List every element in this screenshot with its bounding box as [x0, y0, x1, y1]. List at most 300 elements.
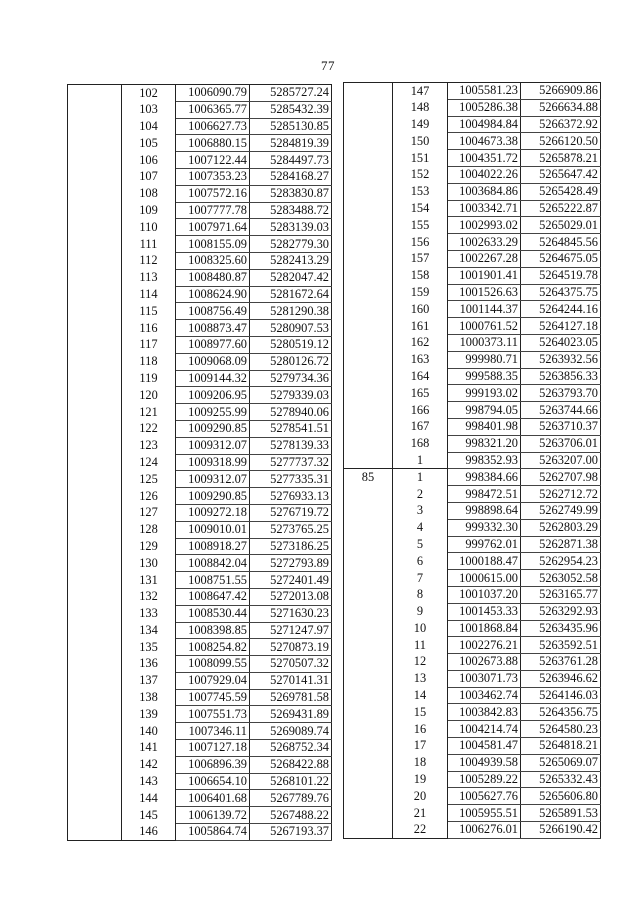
plot-number-cell — [344, 301, 393, 318]
x-coordinate-cell: 1007929.04 — [176, 672, 250, 689]
x-coordinate-cell: 1008254.82 — [176, 639, 250, 656]
x-coordinate-cell: 1008398.85 — [176, 622, 250, 639]
point-number-cell: 160 — [393, 301, 448, 318]
table-row — [344, 486, 601, 503]
point-number-cell: 115 — [122, 303, 176, 320]
plot-number-cell — [344, 570, 393, 587]
x-coordinate-cell: 1007971.64 — [176, 219, 250, 236]
y-coordinate-cell: 5280126.72 — [250, 353, 332, 370]
x-coordinate-cell: 1003342.71 — [448, 200, 521, 217]
y-coordinate-cell: 5265332.43 — [521, 771, 601, 788]
x-coordinate-cell: 1002993.02 — [448, 217, 521, 234]
plot-number-cell — [344, 721, 393, 738]
x-coordinate-cell: 1008842.04 — [176, 555, 250, 572]
plot-number-cell — [344, 822, 393, 839]
point-number-cell: 2 — [393, 486, 448, 503]
x-coordinate-cell: 1008977.60 — [176, 336, 250, 353]
point-number-cell: 146 — [122, 824, 176, 841]
x-coordinate-cell: 1009312.07 — [176, 471, 250, 488]
plot-number-cell — [68, 85, 122, 102]
point-number-cell: 124 — [122, 454, 176, 471]
x-coordinate-cell: 1003842.83 — [448, 704, 521, 721]
point-number-cell: 127 — [122, 504, 176, 521]
x-coordinate-cell: 1009272.18 — [176, 504, 250, 521]
point-number-cell: 152 — [393, 166, 448, 183]
point-number-cell: 163 — [393, 351, 448, 368]
x-coordinate-cell: 1007127.18 — [176, 740, 250, 757]
y-coordinate-cell: 5285130.85 — [250, 118, 332, 135]
table-row — [344, 83, 601, 100]
x-coordinate-cell: 1007551.73 — [176, 706, 250, 723]
point-number-cell: 138 — [122, 689, 176, 706]
y-coordinate-cell: 5262712.72 — [521, 486, 601, 503]
plot-number-cell — [344, 586, 393, 603]
table-row — [68, 168, 332, 185]
point-number-cell: 121 — [122, 404, 176, 421]
y-coordinate-cell: 5265647.42 — [521, 166, 601, 183]
plot-number-cell — [68, 219, 122, 236]
x-coordinate-cell: 1002276.21 — [448, 637, 521, 654]
plot-number-cell — [344, 687, 393, 704]
table-row — [344, 284, 601, 301]
x-coordinate-cell: 1004214.74 — [448, 721, 521, 738]
x-coordinate-cell: 1003071.73 — [448, 670, 521, 687]
point-number-cell: 19 — [393, 771, 448, 788]
plot-number-cell — [68, 471, 122, 488]
point-number-cell: 116 — [122, 320, 176, 337]
y-coordinate-cell: 5285727.24 — [250, 85, 332, 102]
y-coordinate-cell: 5272401.49 — [250, 572, 332, 589]
point-number-cell: 22 — [393, 822, 448, 839]
x-coordinate-cell: 1008480.87 — [176, 269, 250, 286]
y-coordinate-cell: 5266190.42 — [521, 822, 601, 839]
x-coordinate-cell: 1001453.33 — [448, 603, 521, 620]
point-number-cell: 134 — [122, 622, 176, 639]
point-number-cell: 15 — [393, 704, 448, 721]
plot-number-cell — [344, 788, 393, 805]
x-coordinate-cell: 998384.66 — [448, 469, 521, 486]
table-row — [68, 236, 332, 253]
x-coordinate-cell: 998352.93 — [448, 452, 521, 469]
y-coordinate-cell: 5266634.88 — [521, 99, 601, 116]
y-coordinate-cell: 5263435.96 — [521, 620, 601, 637]
y-coordinate-cell: 5267789.76 — [250, 790, 332, 807]
x-coordinate-cell: 1005581.23 — [448, 83, 521, 100]
point-number-cell: 102 — [122, 85, 176, 102]
y-coordinate-cell: 5273186.25 — [250, 538, 332, 555]
plot-number-cell — [68, 622, 122, 639]
y-coordinate-cell: 5281672.64 — [250, 286, 332, 303]
y-coordinate-cell: 5264675.05 — [521, 250, 601, 267]
table-row — [68, 336, 332, 353]
table-row — [68, 269, 332, 286]
plot-number-cell — [68, 387, 122, 404]
x-coordinate-cell: 999193.02 — [448, 385, 521, 402]
y-coordinate-cell: 5263744.66 — [521, 402, 601, 419]
x-coordinate-cell: 1006654.10 — [176, 773, 250, 790]
table-row — [68, 689, 332, 706]
y-coordinate-cell: 5268422.88 — [250, 756, 332, 773]
y-coordinate-cell: 5281290.38 — [250, 303, 332, 320]
x-coordinate-cell: 1002673.88 — [448, 654, 521, 671]
y-coordinate-cell: 5283488.72 — [250, 202, 332, 219]
plot-number-cell — [344, 536, 393, 553]
point-number-cell: 6 — [393, 553, 448, 570]
table-row — [344, 721, 601, 738]
table-row — [344, 267, 601, 284]
x-coordinate-cell: 1004581.47 — [448, 738, 521, 755]
table-row — [344, 586, 601, 603]
y-coordinate-cell: 5263592.51 — [521, 637, 601, 654]
plot-number-cell — [68, 723, 122, 740]
plot-number-cell — [344, 234, 393, 251]
point-number-cell: 158 — [393, 267, 448, 284]
x-coordinate-cell: 1001901.41 — [448, 267, 521, 284]
plot-number-cell — [344, 502, 393, 519]
table-row — [344, 822, 601, 839]
y-coordinate-cell: 5284819.39 — [250, 135, 332, 152]
point-number-cell: 133 — [122, 605, 176, 622]
point-number-cell: 142 — [122, 756, 176, 773]
plot-number-cell — [344, 486, 393, 503]
point-number-cell: 20 — [393, 788, 448, 805]
table-row — [68, 202, 332, 219]
x-coordinate-cell: 998794.05 — [448, 402, 521, 419]
plot-number-cell — [68, 437, 122, 454]
plot-number-cell — [344, 83, 393, 100]
x-coordinate-cell: 1009312.07 — [176, 437, 250, 454]
table-row — [344, 620, 601, 637]
point-number-cell: 131 — [122, 572, 176, 589]
x-coordinate-cell: 1009318.99 — [176, 454, 250, 471]
y-coordinate-cell: 5263793.70 — [521, 385, 601, 402]
point-number-cell: 112 — [122, 252, 176, 269]
point-number-cell: 165 — [393, 385, 448, 402]
plot-number-cell — [68, 538, 122, 555]
x-coordinate-cell: 999588.35 — [448, 368, 521, 385]
x-coordinate-cell: 1002267.28 — [448, 250, 521, 267]
x-coordinate-cell: 1004351.72 — [448, 150, 521, 167]
table-row — [68, 488, 332, 505]
y-coordinate-cell: 5264146.03 — [521, 687, 601, 704]
point-number-cell: 144 — [122, 790, 176, 807]
y-coordinate-cell: 5264519.78 — [521, 267, 601, 284]
y-coordinate-cell: 5272013.08 — [250, 588, 332, 605]
y-coordinate-cell: 5282413.29 — [250, 252, 332, 269]
point-number-cell: 117 — [122, 336, 176, 353]
table-row — [68, 706, 332, 723]
y-coordinate-cell: 5263052.58 — [521, 570, 601, 587]
plot-number-cell — [68, 504, 122, 521]
y-coordinate-cell: 5264375.75 — [521, 284, 601, 301]
plot-number-cell — [344, 738, 393, 755]
point-number-cell: 18 — [393, 754, 448, 771]
x-coordinate-cell: 1005864.74 — [176, 824, 250, 841]
point-number-cell: 14 — [393, 687, 448, 704]
table-row — [68, 723, 332, 740]
table-row — [68, 85, 332, 102]
point-number-cell: 141 — [122, 740, 176, 757]
x-coordinate-cell: 998898.64 — [448, 502, 521, 519]
table-row — [68, 320, 332, 337]
table-row — [344, 183, 601, 200]
plot-number-cell — [68, 672, 122, 689]
x-coordinate-cell: 1009068.09 — [176, 353, 250, 370]
table-row — [344, 166, 601, 183]
point-number-cell: 154 — [393, 200, 448, 217]
plot-number-cell — [344, 99, 393, 116]
table-row — [344, 536, 601, 553]
x-coordinate-cell: 998472.51 — [448, 486, 521, 503]
plot-number-cell — [68, 118, 122, 135]
y-coordinate-cell: 5263856.33 — [521, 368, 601, 385]
x-coordinate-cell: 999762.01 — [448, 536, 521, 553]
point-number-cell: 156 — [393, 234, 448, 251]
y-coordinate-cell: 5267488.22 — [250, 807, 332, 824]
point-number-cell: 162 — [393, 334, 448, 351]
table-row — [344, 217, 601, 234]
table-row — [344, 385, 601, 402]
point-number-cell: 118 — [122, 353, 176, 370]
coordinates-table-right — [343, 82, 601, 839]
plot-number-cell — [344, 133, 393, 150]
plot-number-cell — [68, 454, 122, 471]
y-coordinate-cell: 5271630.23 — [250, 605, 332, 622]
table-row — [344, 250, 601, 267]
plot-number-cell — [344, 553, 393, 570]
y-coordinate-cell: 5265878.21 — [521, 150, 601, 167]
point-number-cell: 145 — [122, 807, 176, 824]
y-coordinate-cell: 5264023.05 — [521, 334, 601, 351]
x-coordinate-cell: 1007346.11 — [176, 723, 250, 740]
y-coordinate-cell: 5264244.16 — [521, 301, 601, 318]
table-row — [344, 570, 601, 587]
plot-number-cell — [344, 754, 393, 771]
plot-number-cell — [344, 166, 393, 183]
plot-number-cell — [344, 284, 393, 301]
plot-number-cell — [68, 336, 122, 353]
y-coordinate-cell: 5277737.32 — [250, 454, 332, 471]
x-coordinate-cell: 1004673.38 — [448, 133, 521, 150]
point-number-cell: 12 — [393, 654, 448, 671]
table-row — [344, 805, 601, 822]
plot-number-cell — [344, 603, 393, 620]
point-number-cell: 135 — [122, 639, 176, 656]
point-number-cell: 155 — [393, 217, 448, 234]
x-coordinate-cell: 1002633.29 — [448, 234, 521, 251]
x-coordinate-cell: 1006276.01 — [448, 822, 521, 839]
x-coordinate-cell: 1009144.32 — [176, 370, 250, 387]
x-coordinate-cell: 1008099.55 — [176, 656, 250, 673]
y-coordinate-cell: 5266909.86 — [521, 83, 601, 100]
x-coordinate-cell: 1003462.74 — [448, 687, 521, 704]
y-coordinate-cell: 5270141.31 — [250, 672, 332, 689]
y-coordinate-cell: 5268101.22 — [250, 773, 332, 790]
y-coordinate-cell: 5283139.03 — [250, 219, 332, 236]
x-coordinate-cell: 1007122.44 — [176, 152, 250, 169]
x-coordinate-cell: 1005627.76 — [448, 788, 521, 805]
plot-number-cell — [68, 807, 122, 824]
y-coordinate-cell: 5276933.13 — [250, 488, 332, 505]
x-coordinate-cell: 1007572.16 — [176, 185, 250, 202]
plot-number-cell — [344, 267, 393, 284]
x-coordinate-cell: 1008624.90 — [176, 286, 250, 303]
x-coordinate-cell: 1008918.27 — [176, 538, 250, 555]
point-number-cell: 151 — [393, 150, 448, 167]
table-row — [344, 738, 601, 755]
point-number-cell: 150 — [393, 133, 448, 150]
plot-number-cell — [344, 704, 393, 721]
point-number-cell: 103 — [122, 101, 176, 118]
y-coordinate-cell: 5276719.72 — [250, 504, 332, 521]
plot-number-cell — [344, 385, 393, 402]
table-row — [344, 150, 601, 167]
plot-number-cell — [344, 771, 393, 788]
point-number-cell: 108 — [122, 185, 176, 202]
table-row — [68, 672, 332, 689]
point-number-cell: 159 — [393, 284, 448, 301]
point-number-cell: 137 — [122, 672, 176, 689]
point-number-cell: 132 — [122, 588, 176, 605]
plot-number-cell — [68, 740, 122, 757]
plot-number-cell — [344, 654, 393, 671]
point-number-cell: 166 — [393, 402, 448, 419]
plot-number-cell — [68, 320, 122, 337]
x-coordinate-cell: 1008873.47 — [176, 320, 250, 337]
table-row — [344, 788, 601, 805]
x-coordinate-cell: 1007353.23 — [176, 168, 250, 185]
x-coordinate-cell: 1009206.95 — [176, 387, 250, 404]
point-number-cell: 21 — [393, 805, 448, 822]
point-number-cell: 164 — [393, 368, 448, 385]
plot-number-cell — [68, 689, 122, 706]
table-row — [68, 773, 332, 790]
table-row — [68, 370, 332, 387]
table-row — [344, 502, 601, 519]
table-row — [344, 603, 601, 620]
table-row — [344, 301, 601, 318]
point-number-cell: 109 — [122, 202, 176, 219]
plot-number-cell — [68, 555, 122, 572]
y-coordinate-cell: 5282779.30 — [250, 236, 332, 253]
x-coordinate-cell: 1005289.22 — [448, 771, 521, 788]
y-coordinate-cell: 5262707.98 — [521, 469, 601, 486]
x-coordinate-cell: 1005955.51 — [448, 805, 521, 822]
x-coordinate-cell: 1006880.15 — [176, 135, 250, 152]
table-row — [68, 420, 332, 437]
plot-number-cell — [68, 706, 122, 723]
plot-number-cell — [344, 805, 393, 822]
table-row — [68, 118, 332, 135]
x-coordinate-cell: 1008647.42 — [176, 588, 250, 605]
plot-number-cell — [344, 116, 393, 133]
table-row — [68, 521, 332, 538]
point-number-cell: 105 — [122, 135, 176, 152]
plot-number-cell — [68, 286, 122, 303]
plot-number-cell — [344, 620, 393, 637]
y-coordinate-cell: 5266372.92 — [521, 116, 601, 133]
point-number-cell: 126 — [122, 488, 176, 505]
x-coordinate-cell: 1006365.77 — [176, 101, 250, 118]
table-row — [68, 353, 332, 370]
plot-number-cell — [68, 773, 122, 790]
plot-number-cell: 85 — [344, 469, 393, 486]
plot-number-cell — [68, 420, 122, 437]
table-row — [344, 553, 601, 570]
table-row — [344, 318, 601, 335]
y-coordinate-cell: 5269089.74 — [250, 723, 332, 740]
point-number-cell: 123 — [122, 437, 176, 454]
plot-number-cell — [344, 368, 393, 385]
y-coordinate-cell: 5262749.99 — [521, 502, 601, 519]
x-coordinate-cell: 1004022.26 — [448, 166, 521, 183]
point-number-cell: 10 — [393, 620, 448, 637]
table-row — [68, 807, 332, 824]
table-row — [344, 418, 601, 435]
y-coordinate-cell: 5270507.32 — [250, 656, 332, 673]
plot-number-cell — [344, 351, 393, 368]
y-coordinate-cell: 5263165.77 — [521, 586, 601, 603]
plot-number-cell — [68, 101, 122, 118]
table-row — [68, 790, 332, 807]
table-row — [68, 101, 332, 118]
table-row — [344, 704, 601, 721]
table-row — [68, 252, 332, 269]
plot-number-cell — [68, 202, 122, 219]
plot-number-cell — [344, 637, 393, 654]
point-number-cell: 13 — [393, 670, 448, 687]
point-number-cell: 5 — [393, 536, 448, 553]
table-row — [68, 824, 332, 841]
plot-number-cell — [68, 236, 122, 253]
y-coordinate-cell: 5263946.62 — [521, 670, 601, 687]
y-coordinate-cell: 5263761.28 — [521, 654, 601, 671]
plot-number-cell — [344, 452, 393, 469]
y-coordinate-cell: 5264845.56 — [521, 234, 601, 251]
y-coordinate-cell: 5284497.73 — [250, 152, 332, 169]
y-coordinate-cell: 5270873.19 — [250, 639, 332, 656]
point-number-cell: 17 — [393, 738, 448, 755]
y-coordinate-cell: 5263932.56 — [521, 351, 601, 368]
y-coordinate-cell: 5282047.42 — [250, 269, 332, 286]
table-row — [68, 303, 332, 320]
table-row — [68, 504, 332, 521]
point-number-cell: 11 — [393, 637, 448, 654]
table-row — [344, 452, 601, 469]
x-coordinate-cell: 1006627.73 — [176, 118, 250, 135]
x-coordinate-cell: 1008155.09 — [176, 236, 250, 253]
table-row — [68, 185, 332, 202]
y-coordinate-cell: 5266120.50 — [521, 133, 601, 150]
y-coordinate-cell: 5271247.97 — [250, 622, 332, 639]
point-number-cell: 4 — [393, 519, 448, 536]
table-row — [344, 435, 601, 452]
table-row — [68, 555, 332, 572]
plot-number-cell — [68, 152, 122, 169]
table-row — [344, 368, 601, 385]
coordinates-table-left — [67, 84, 332, 841]
y-coordinate-cell: 5265029.01 — [521, 217, 601, 234]
y-coordinate-cell: 5265428.49 — [521, 183, 601, 200]
table-row — [68, 454, 332, 471]
point-number-cell: 119 — [122, 370, 176, 387]
plot-number-cell — [344, 150, 393, 167]
x-coordinate-cell: 1008530.44 — [176, 605, 250, 622]
point-number-cell: 148 — [393, 99, 448, 116]
x-coordinate-cell: 1004939.58 — [448, 754, 521, 771]
y-coordinate-cell: 5264127.18 — [521, 318, 601, 335]
x-coordinate-cell: 1007777.78 — [176, 202, 250, 219]
